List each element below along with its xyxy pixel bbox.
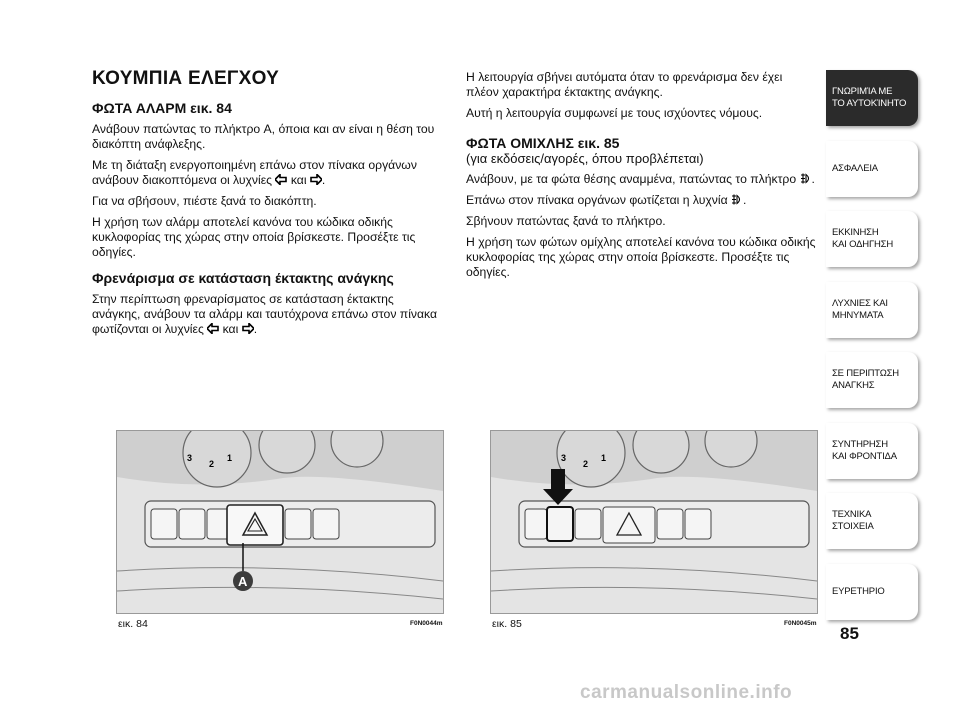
watermark-text: carmanualsonline.info: [580, 682, 793, 703]
emergency-braking-heading: Φρενάρισμα σε κατάσταση έκτακτης ανάγκης: [92, 270, 394, 286]
tab-warning-lights[interactable]: [826, 282, 918, 338]
dial-number-1: 1: [601, 453, 607, 463]
tab-label: ΣΕ ΠΕΡΙΠΤΩΣΗ ΑΝΑΓΚΗΣ: [832, 368, 899, 391]
dial-number-3: 3: [561, 453, 567, 463]
fog-subheading: (για εκδόσεις/αγορές, όπου προβλέπεται): [466, 151, 704, 166]
tab-emergency[interactable]: [826, 352, 918, 408]
page-number: 85: [840, 624, 859, 643]
figure-85-code: F0N0045m: [784, 620, 817, 627]
mid-p1: Η λειτουργία σβήνει αυτόματα όταν το φρενάρισμα δεν έχει πλέον χαρακτήρα έκτακτης ανάγκης.: [466, 70, 783, 99]
tab-label: ΓΝΩΡΙΜΊΑ ΜΕ ΤΟ ΑΥΤΟΚΊΝΗΤΟ: [832, 86, 907, 109]
tab-starting-driving[interactable]: [826, 211, 918, 267]
turn-right-icon: [310, 174, 322, 185]
dashboard-illustration-85: [491, 431, 817, 613]
middle-column: [466, 70, 816, 280]
fog-p6: Η χρήση των φώτων ομίχλης αποτελεί κανόνα του κώδικα οδικής κυκλοφορίας της χώρας στην οποία βρίσκεστε. Προσέξτε τις οδηγίες.: [466, 235, 816, 279]
tab-index[interactable]: [826, 564, 918, 620]
dial-number-3: 3: [187, 453, 193, 463]
tab-label: ΕΚΚΙΝΗΣΗ ΚΑΙ ΟΔΗΓΗΣΗ: [832, 227, 893, 250]
emergency-p5-text: Στην περίπτωση φρεναρίσματος σε κατάσταση έκτακτης ανάγκης, ανάβουν τα αλάρμ και ταυτόχρονα επάνω στον πίνακα φωτίζονται οι λυχνίες: [92, 292, 438, 336]
hazard-p2-text: Με τη διάταξη ενεργοποιημένη επάνω στον πίνακα οργάνων ανάβουν διακοπτόμενα οι λυχνίες: [92, 158, 417, 187]
fog-p4: Επάνω στον πίνακα οργάνων φωτίζεται η λυχνία .: [466, 193, 747, 207]
figure-85-caption: εικ. 85: [492, 618, 522, 630]
left-column: [92, 100, 444, 337]
tab-label: ΤΕΧΝΙΚΑ ΣΤΟΙΧΕΙΑ: [832, 509, 874, 532]
tab-label: ΣΥΝΤΗΡΗΣΗ ΚΑΙ ΦΡΟΝΤΙΔΑ: [832, 438, 897, 462]
turn-left-icon: [207, 323, 219, 334]
fog-p3-text: Ανάβουν, με τα φώτα θέσης αναμμένα, πατώντας το πλήκτρο: [466, 172, 797, 186]
figure-85: [490, 430, 818, 614]
section-title: ΚΟΥΜΠΙΑ ΕΛΕΓΧΟΥ: [92, 68, 280, 89]
fog-p3: Ανάβουν, με τα φώτα θέσης αναμμένα, πατώντας το πλήκτρο .: [466, 172, 815, 186]
rear-fog-icon: [731, 194, 743, 205]
dial-number-2: 2: [209, 459, 215, 469]
chapter-sidebar: [826, 70, 918, 634]
tab-maintenance[interactable]: [826, 423, 918, 479]
dial-number-1: 1: [227, 453, 233, 463]
tab-label: ΕΥΡΕΤΗΡΙΟ: [832, 585, 885, 597]
tab-safety[interactable]: [826, 141, 918, 197]
callout-a-label: A: [238, 574, 248, 589]
fog-p5: Σβήνουν πατώντας ξανά το πλήκτρο.: [466, 214, 666, 228]
hazard-p3: Για να σβήσουν, πιέστε ξανά το διακόπτη.: [92, 194, 317, 208]
figure-84: [116, 430, 444, 614]
figure-84-caption: εικ. 84: [118, 618, 148, 630]
fog-p4-text: Επάνω στον πίνακα οργάνων φωτίζεται η λυχνία: [466, 193, 728, 207]
tab-label: ΛΥΧΝΙΕΣ ΚΑΙ ΜΗΝΥΜΑΤΑ: [832, 297, 888, 321]
pointer-arrow-shaft: [551, 469, 565, 491]
hazard-p2: Με τη διάταξη ενεργοποιημένη επάνω στον πίνακα οργάνων ανάβουν διακοπτόμενα οι λυχνίες και .: [92, 158, 417, 187]
rear-fog-icon: [800, 173, 812, 184]
and-text: και: [290, 173, 307, 187]
fog-lights-heading: ΦΩΤΑ ΟΜΙΧΛΗΣ εικ. 85: [466, 135, 620, 151]
hazard-lights-heading: ΦΩΤΑ ΑΛΑΡΜ εικ. 84: [92, 100, 232, 116]
turn-right-icon: [242, 323, 254, 334]
tab-technical-data[interactable]: [826, 493, 918, 549]
figure-84-code: F0N0044m: [410, 620, 443, 627]
dial-number-2: 2: [583, 459, 589, 469]
emergency-p5: Στην περίπτωση φρεναρίσματος σε κατάσταση έκτακτης ανάγκης, ανάβουν τα αλάρμ και ταυτόχρονα επάνω στον πίνακα φωτίζονται οι λυχνίες και .: [92, 292, 438, 336]
dashboard-illustration-84: [117, 431, 443, 613]
tab-getting-to-know[interactable]: [826, 70, 918, 126]
and-text: και: [222, 322, 239, 336]
hazard-p4: Η χρήση των αλάρμ αποτελεί κανόνα του κώδικα οδικής κυκλοφορίας της χώρας στην οποία βρίσκεστε. Προσέξτε τις οδηγίες.: [92, 215, 416, 259]
mid-p2: Αυτή η λειτουργία συμφωνεί με τους ισχύοντες νόμους.: [466, 106, 763, 120]
hazard-p1: Ανάβουν πατώντας το πλήκτρο A, όποια και αν είναι η θέση του διακόπτη ανάφλεξης.: [92, 122, 435, 151]
tab-label: ΑΣΦΑΛΕΙΑ: [832, 162, 878, 174]
turn-left-icon: [275, 174, 287, 185]
